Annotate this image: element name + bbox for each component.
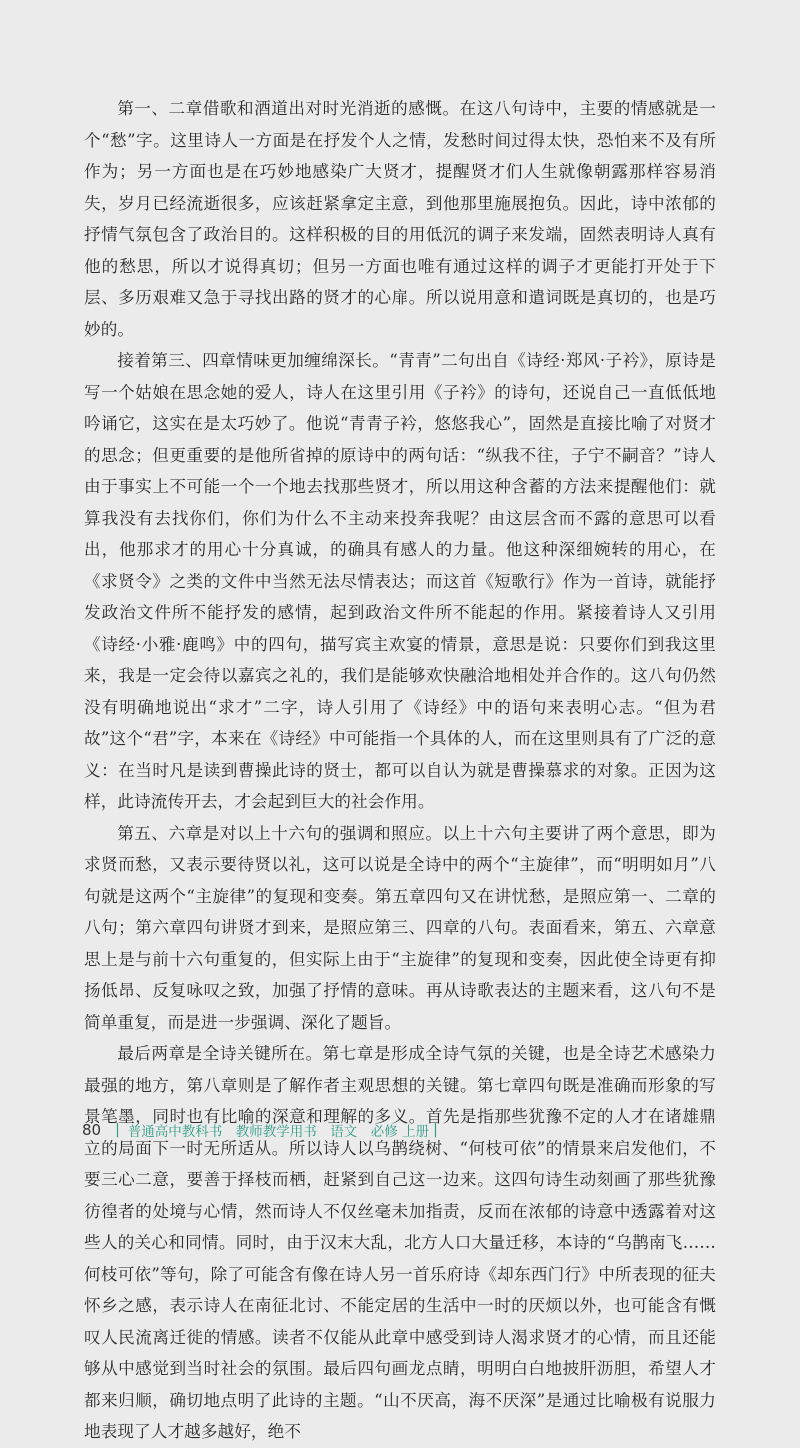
paragraph-3: 第五、六章是对以上十六句的强调和照应。以上十六句主要讲了两个意思，即为求贤而愁，又表示要待贤以礼，这可以说是全诗中的两个“主旋律”，而“明明如月”八句就是这两个“主旋律”的复现和变奏。第五章四句又在讲忧愁，是照应第一、二章的八句；第六章四句讲贤才到来，是照应第三、四章的八句。表面看来，第五、六章意思上是与前十六句重复的，但实际上由于“主旋律”的复现和变奏，因此使全诗更有抑扬低昂、反复咏叹之致，加强了抒情的意味。再从诗歌表达的主题来看，这八句不是简单重复，而是进一步强调、深化了题旨。 <box>84 823 716 1032</box>
paragraph-2: 接着第三、四章情味更加缠绵深长。“青青”二句出自《诗经·郑风·子衿》，原诗是写一个姑娘在思念她的爱人，诗人在这里引用《子衿》的诗句，还说自己一直低低地吟诵它，这实在是太巧妙了。他说“青青子衿，悠悠我心”，固然是直接比喻了对贤才的思念；但更重要的是他所省掉的原诗中的两句话：“纵我不往，子宁不嗣音？”诗人由于事实上不可能一个一个地去找那些贤才，所以用这种含蓄的方法来提醒他们：就算我没有去找你们，你们为什么不主动来投奔我呢？由这层含而不露的意思可以看出，他那求才的用心十分真诚，的确具有感人的力量。他这种深细婉转的用心，在《求贤令》之类的文件中当然无法尽情表达；而这首《短歌行》作为一首诗，就能抒发政治文件所不能抒发的感情，起到政治文件所不能起的作用。紧接着诗人又引用《诗经·小雅·鹿鸣》中的四句，描写宾主欢宴的情景，意思是说：只要你们到我这里来，我是一定会待以嘉宾之礼的，我们是能够欢快融洽地相处并合作的。这八句仍然没有明确地说出“求才”二字，诗人引用了《诗经》中的语句来表明心志。“但为君故”这个“君”字，本来在《诗经》中可能指一个具体的人，而在这里则具有了广泛的意义：在当时凡是读到曹操此诗的贤士，都可以自认为就是曹操慕求的对象。正因为这样，此诗流传开去，才会起到巨大的社会作用。 <box>84 351 716 811</box>
main-text <box>84 93 716 1448</box>
page-footer <box>82 1118 446 1142</box>
footer-divider-right: | <box>433 1122 438 1138</box>
paragraph-4: 最后两章是全诗关键所在。第七章是形成全诗气氛的关键，也是全诗艺术感染力最强的地方，第八章则是了解作者主观思想的关键。第七章四句既是准确而形象的写景笔墨，同时也有比喻的深意和理解的多义。首先是指那些犹豫不定的人才在诸雄鼎立的局面下一时无所适从。所以诗人以乌鹊绕树、“何枝可依”的情景来启发他们，不要三心二意，要善于择枝而栖，赶紧到自己这一边来。这四句诗生动刻画了那些犹豫彷徨者的处境与心情，然而诗人不仅丝毫未加指责，反而在浓郁的诗意中透露着对这些人的关心和同情。同时，由于汉末大乱，北方人口大量迁移，本诗的“乌鹊南飞……何枝可依”等句，除了可能含有像在诗人另一首乐府诗《却东西门行》中所表现的征夫怀乡之感，表示诗人在南征北讨、不能定居的生活中一时的厌烦以外，也可能含有慨叹人民流离迁徙的情感。读者不仅能从此章中感受到诗人渴求贤才的心情，而且还能够从中感觉到当时社会的氛围。最后四句画龙点睛，明明白白地披肝沥胆，希望人才都来归顺，确切地点明了此诗的主题。“山不厌高，海不厌深”是通过比喻极有说服力地表现了人才越多越好，绝不 <box>84 1044 716 1441</box>
book-title: 普通高中教科书 教师教学用书 语文 必修 上册 <box>127 1124 430 1140</box>
footer-divider-left: | <box>115 1122 120 1138</box>
page-number: 80 <box>82 1121 102 1139</box>
paragraph-1: 第一、二章借歌和酒道出对时光消逝的感慨。在这八句诗中，主要的情感就是一个“愁”字。这里诗人一方面是在抒发个人之情，发愁时间过得太快，恐怕来不及有所作为；另一方面也是在巧妙地感染广大贤才，提醒贤才们人生就像朝露那样容易消失，岁月已经流逝很多，应该赶紧拿定主意，到他那里施展抱负。因此，诗中浓郁的抒情气氛包含了政治目的。这样积极的目的用低沉的调子来发端，固然表明诗人真有他的愁思，所以才说得真切；但另一方面也唯有通过这样的调子才更能打开处于下层、多历艰难又急于寻找出路的贤才的心扉。所以说用意和遣词既是真切的，也是巧妙的。 <box>84 99 716 339</box>
